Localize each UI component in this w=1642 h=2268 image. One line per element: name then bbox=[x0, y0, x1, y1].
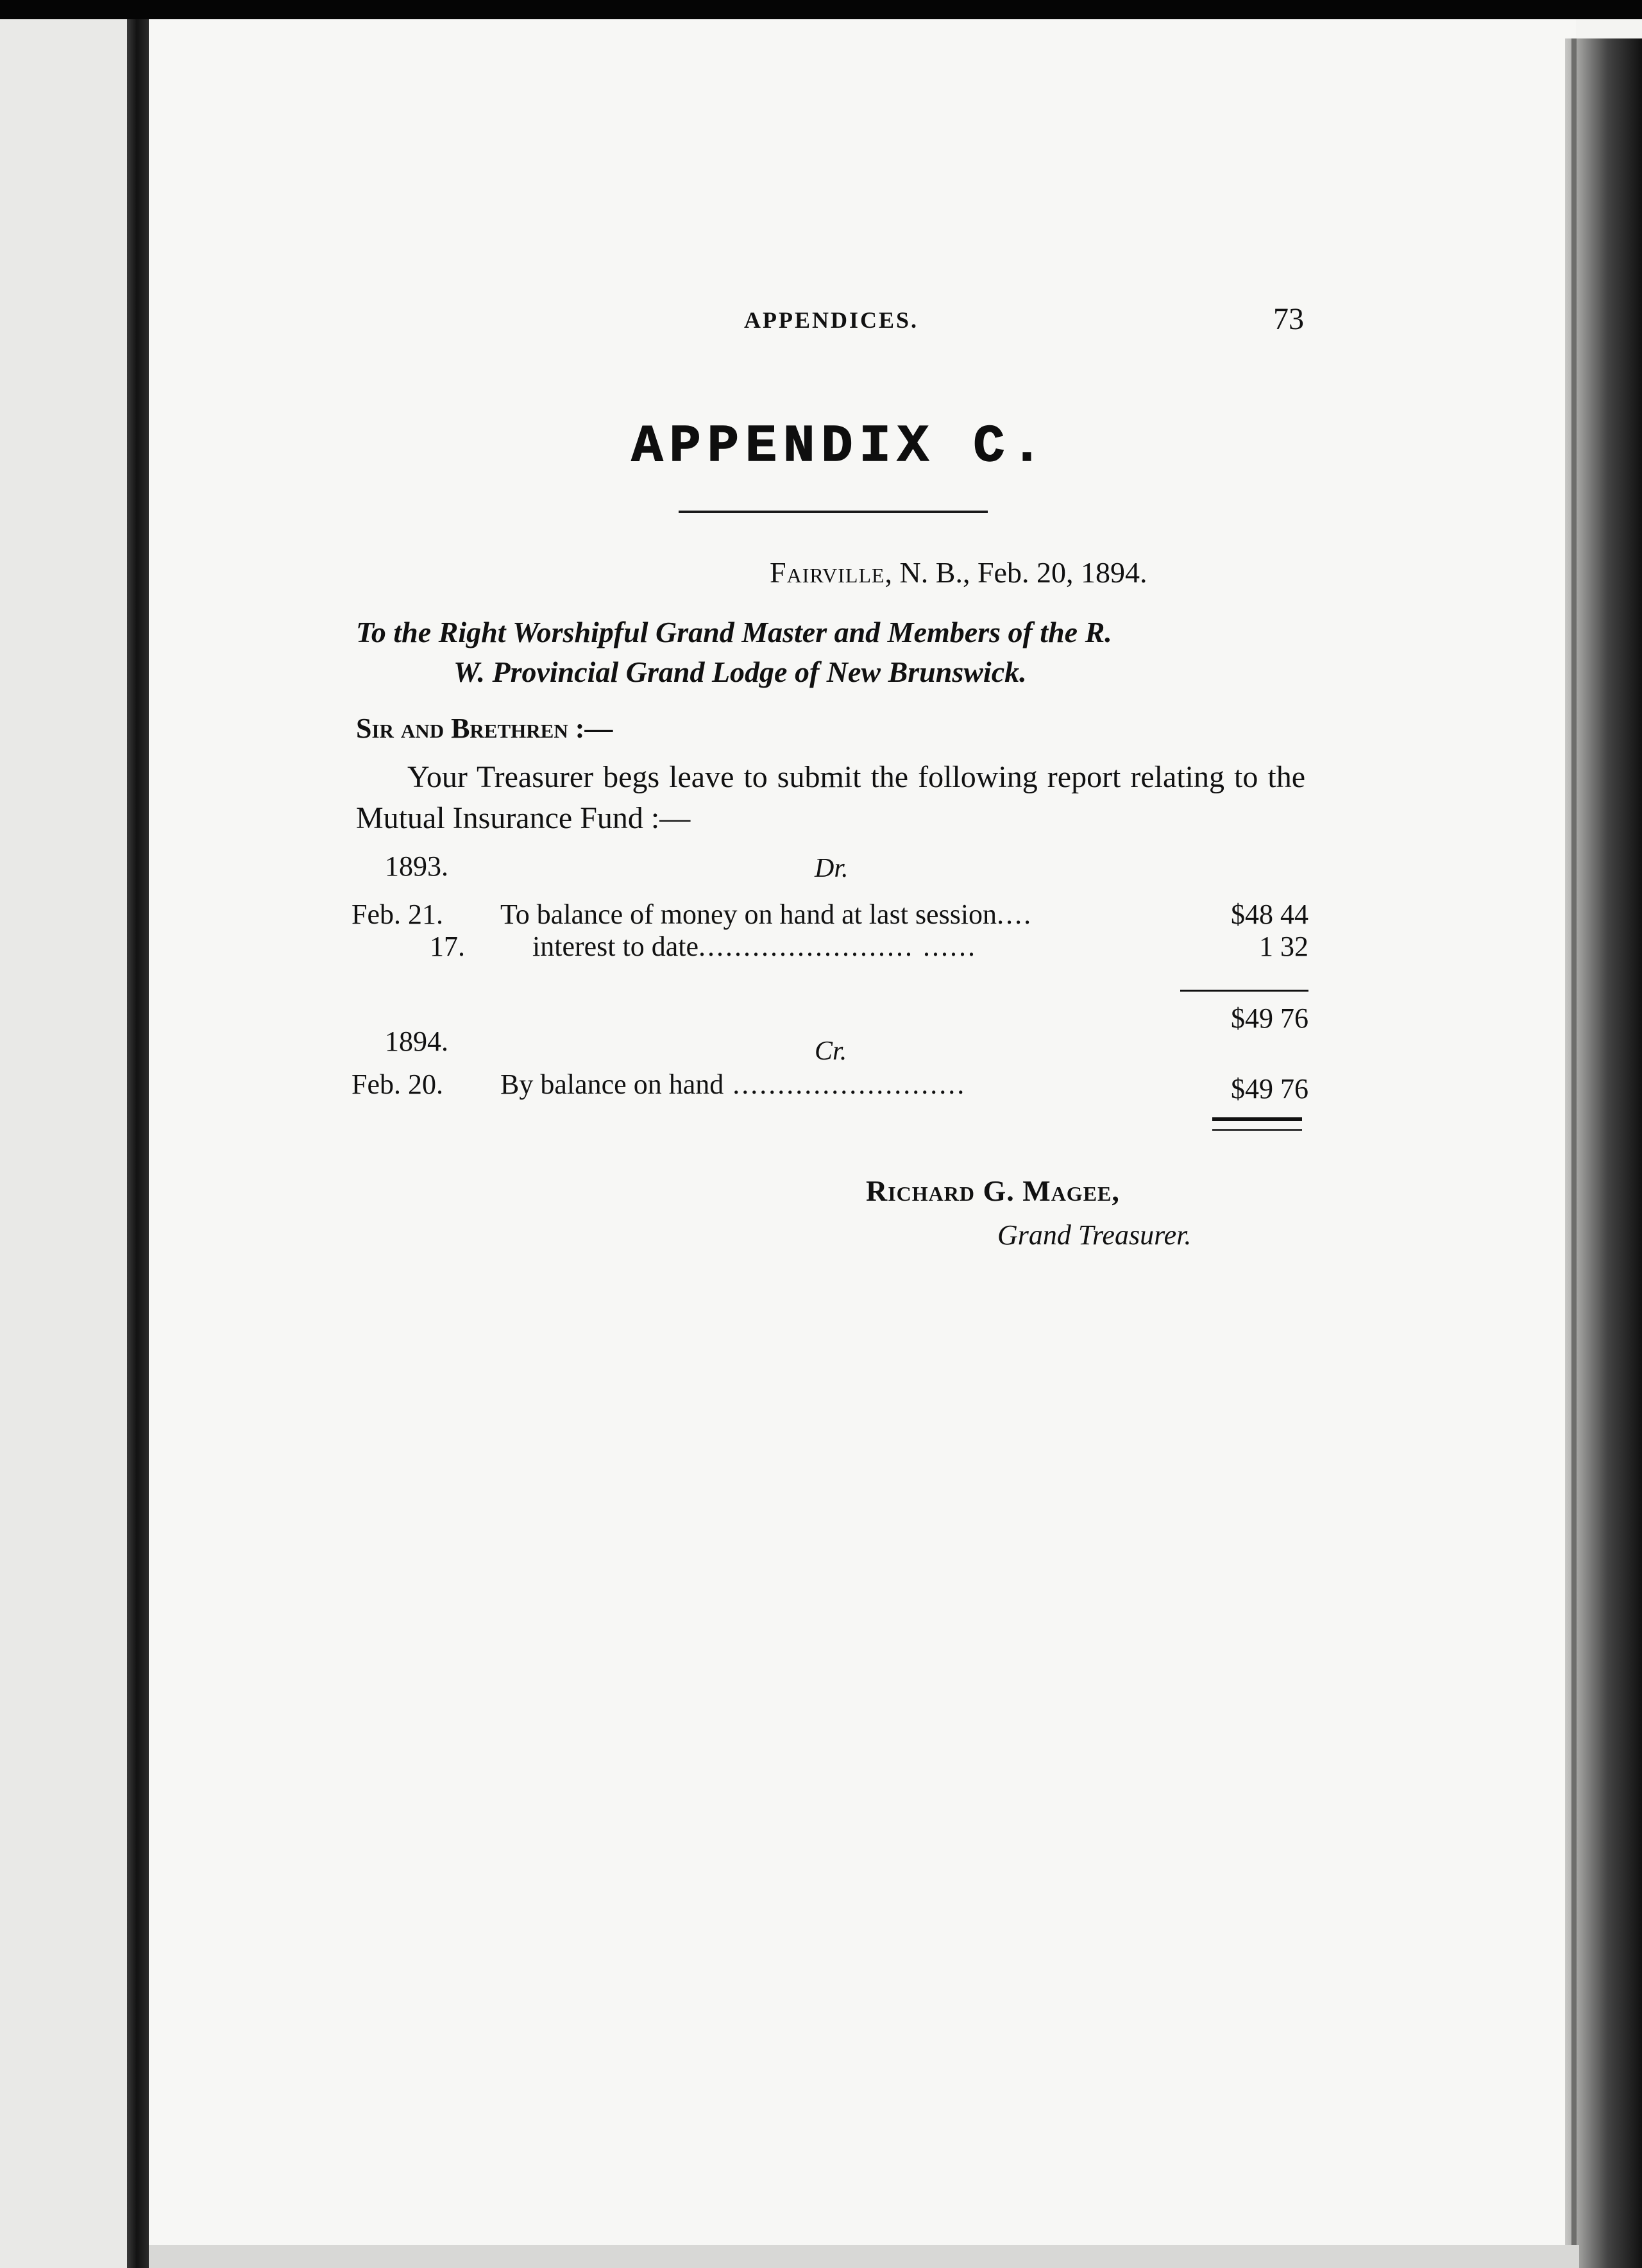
body-text: Your Treasurer begs leave to submit the following report relating to the Mutual Insurance Fund :— bbox=[356, 760, 1305, 835]
entry-date: 17. bbox=[430, 931, 465, 962]
entry-leader: ........................ ...... bbox=[698, 931, 978, 962]
signature-name: Richard G. Magee, bbox=[866, 1174, 1120, 1207]
page-number: 73 bbox=[1273, 302, 1304, 336]
address-line-2: W. Provincial Grand Lodge of New Brunswick. bbox=[453, 656, 1027, 688]
running-head: APPENDICES. bbox=[744, 307, 919, 333]
entry-leader: .......................... bbox=[724, 1069, 967, 1100]
signature-title: Grand Treasurer. bbox=[997, 1219, 1192, 1251]
entry-text: To balance of money on hand at last session bbox=[500, 899, 997, 930]
entry-date: Feb. 20. bbox=[351, 1069, 443, 1100]
dateline-place: Fairville bbox=[770, 556, 885, 589]
dateline bbox=[770, 555, 1147, 589]
entry-text: By balance on hand bbox=[500, 1069, 724, 1100]
debit-total: $49 76 bbox=[1231, 1003, 1308, 1034]
entry-amount: 1 32 bbox=[1259, 931, 1308, 962]
address-line-1: To the Right Worshipful Grand Master and Members of the R. bbox=[356, 616, 1112, 648]
debit-year: 1893. bbox=[385, 851, 448, 882]
book-gutter bbox=[127, 19, 149, 2268]
page-fore-edge bbox=[1565, 38, 1642, 2268]
facing-page-edge bbox=[0, 19, 128, 2268]
debit-side-label: Dr. bbox=[815, 854, 849, 883]
credit-year: 1894. bbox=[385, 1026, 448, 1057]
appendix-title: APPENDIX C. bbox=[631, 417, 1049, 477]
scan-top-border bbox=[0, 0, 1642, 19]
title-rule bbox=[679, 511, 988, 513]
body-paragraph bbox=[356, 757, 1305, 839]
credit-amount: $49 76 bbox=[1231, 1073, 1308, 1104]
page bbox=[149, 19, 1576, 2268]
entry-amount: $48 44 bbox=[1231, 899, 1308, 930]
address-block bbox=[356, 613, 1305, 692]
entry-date: Feb. 21. bbox=[351, 899, 443, 930]
dateline-rest: , N. B., Feb. 20, 1894. bbox=[884, 556, 1147, 589]
salutation: Sir and Brethren :— bbox=[356, 713, 613, 744]
credit-side-label: Cr. bbox=[815, 1037, 847, 1066]
page-bottom-edge bbox=[149, 2245, 1579, 2268]
entry-leader: .... bbox=[997, 899, 1033, 930]
entry-text: interest to date bbox=[532, 931, 699, 962]
